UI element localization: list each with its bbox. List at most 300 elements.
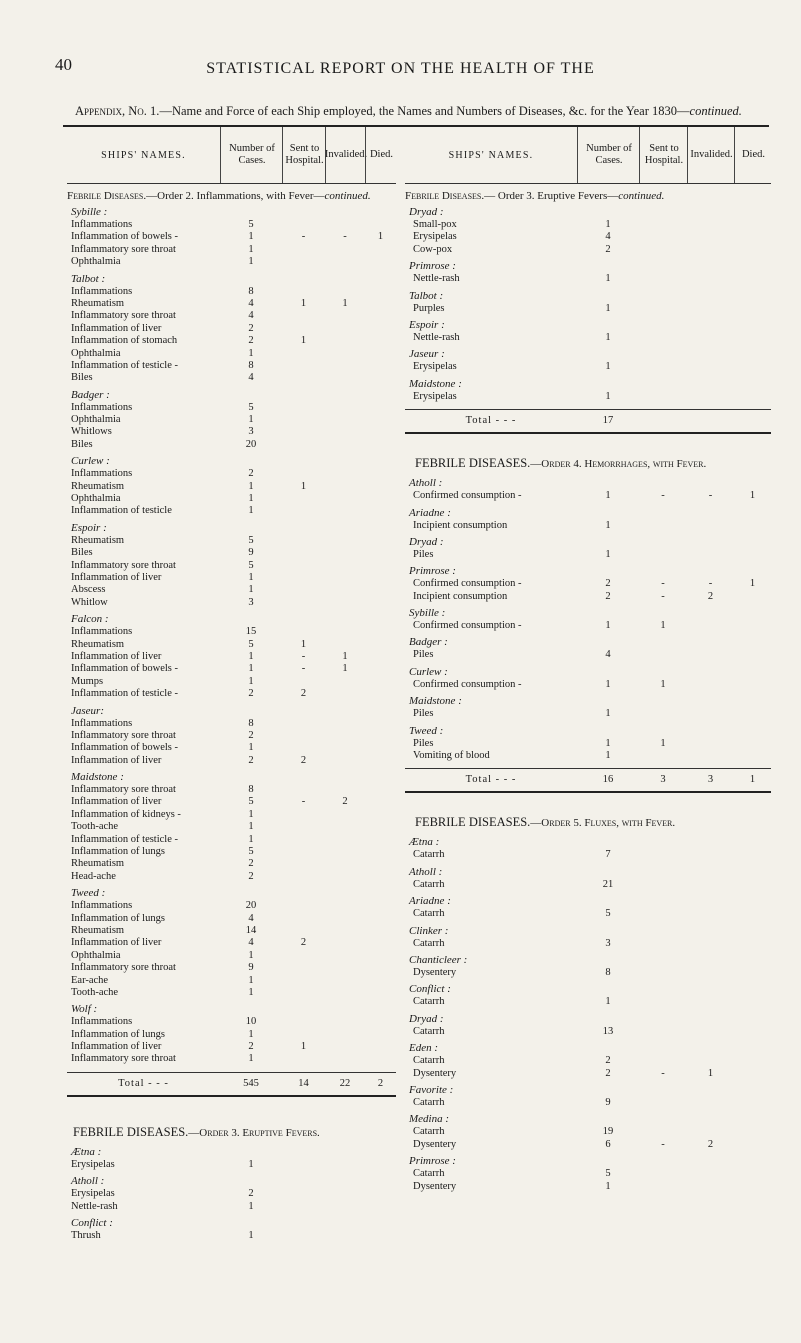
hospital-value: [639, 391, 687, 403]
total-invalided: 22: [339, 1077, 351, 1089]
cases-value: 8: [248, 285, 254, 297]
died-value: [365, 784, 396, 796]
died-value: [365, 597, 396, 609]
disease-name: Ophthalmia: [71, 256, 121, 268]
hospital-value: 1: [300, 480, 307, 492]
disease-name: Inflammation of testicle: [71, 505, 172, 517]
table-row: [67, 950, 396, 962]
header-cases: Number of Cases.: [220, 127, 283, 183]
died-value: [365, 937, 396, 949]
table-row: [405, 708, 771, 720]
died-value: [734, 1168, 771, 1180]
died-value: [365, 219, 396, 231]
total-label: Total - - -: [465, 774, 517, 786]
died-value: [734, 332, 771, 344]
invalided-value: [325, 1029, 365, 1041]
disease-name: Rheumatism: [71, 858, 125, 870]
died-value: [365, 414, 396, 426]
table-row: [67, 846, 396, 858]
right-table-body: [405, 206, 771, 403]
disease-name: Biles: [71, 438, 93, 450]
disease-name: Ophthalmia: [71, 949, 121, 961]
disease-name: Purples: [413, 302, 445, 314]
cases-value: 1: [248, 675, 254, 687]
disease-name: Thrush: [71, 1230, 101, 1242]
table-row: [67, 335, 396, 347]
cases-value: 2: [248, 468, 254, 480]
hospital-value: [639, 244, 687, 256]
died-value: [365, 1016, 396, 1028]
header-invalided: Invalided.: [687, 127, 735, 183]
disease-name: Inflammations: [71, 626, 133, 638]
table-row: [405, 1139, 771, 1151]
table-row: [67, 1159, 396, 1171]
hospital-value: [282, 244, 325, 256]
cases-value: 8: [248, 784, 254, 796]
disease-name: Inflammations: [71, 900, 133, 912]
table-row: [405, 549, 771, 561]
total-label: Total - - -: [118, 1077, 169, 1089]
disease-name: Confirmed consumption -: [413, 620, 522, 632]
invalided-value: [325, 1016, 365, 1028]
ship-name: Talbot :: [409, 289, 444, 302]
ship-name: Dryad :: [409, 1012, 444, 1025]
table-row: [67, 414, 396, 426]
ship-name: Conflict :: [71, 1217, 113, 1230]
hospital-value: [282, 572, 325, 584]
page-header: STATISTICAL REPORT ON THE HEALTH OF THE: [206, 60, 595, 77]
died-value: [365, 962, 396, 974]
hospital-value: [282, 718, 325, 730]
died-value: [365, 439, 396, 451]
invalided-value: [687, 219, 734, 231]
hospital-value: [639, 1097, 687, 1109]
table-row: [67, 560, 396, 572]
cases-value: 2: [248, 870, 254, 882]
disease-name: Inflammatory sore throat: [71, 729, 176, 741]
died-value: [365, 1159, 396, 1171]
table-row: [67, 742, 396, 754]
table-row: [67, 796, 396, 808]
hospital-value: [282, 1029, 325, 1041]
cases-value: 6: [605, 1138, 611, 1150]
table-row: [405, 879, 771, 891]
table-row: [67, 219, 396, 231]
died-value: [365, 298, 396, 310]
invalided-value: [325, 834, 365, 846]
hospital-value: 1: [660, 678, 666, 690]
disease-name: Rheumatism: [71, 638, 125, 650]
table-row: [405, 1181, 771, 1193]
ship-name: Curlew :: [71, 455, 110, 468]
invalided-value: [325, 1230, 365, 1242]
disease-name: Nettle-rash: [413, 273, 460, 285]
hospital-value: -: [301, 796, 306, 808]
cases-value: 1: [248, 650, 254, 662]
invalided-value: [325, 360, 365, 372]
ship-name: Eden :: [409, 1042, 439, 1055]
right-column-headers: [405, 127, 771, 184]
ship-name: Sybille :: [409, 607, 446, 620]
invalided-value: [325, 809, 365, 821]
disease-name: Rheumatism: [71, 297, 125, 309]
table-row: [405, 1068, 771, 1080]
total-hospital: [639, 410, 687, 432]
table-row: [67, 718, 396, 730]
table-row: [67, 439, 396, 451]
disease-name: Erysipelas: [71, 1158, 115, 1170]
table-row: [67, 286, 396, 298]
died-value: [734, 967, 771, 979]
invalided-value: [325, 560, 365, 572]
table-row: [67, 975, 396, 987]
disease-name: Inflammations: [71, 468, 133, 480]
table-row: [67, 372, 396, 384]
table-row: [405, 332, 771, 344]
hospital-value: [282, 925, 325, 937]
invalided-value: 1: [342, 663, 348, 675]
ship-name: Falcon :: [71, 613, 109, 626]
cases-value: 1: [248, 986, 254, 998]
invalided-value: [325, 730, 365, 742]
cases-value: 5: [248, 219, 254, 230]
table-row: [67, 639, 396, 651]
table-row: [67, 481, 396, 493]
disease-name: Rheumatism: [71, 534, 125, 546]
table-row: [67, 584, 396, 596]
invalided-value: 1: [342, 297, 348, 309]
hospital-value: [282, 784, 325, 796]
disease-name: Mumps: [71, 675, 104, 687]
died-value: [365, 360, 396, 372]
ship-name: Badger :: [71, 388, 110, 401]
hospital-value: [282, 505, 325, 517]
hospital-value: -: [661, 578, 665, 590]
section3-order: —Order 5. Fluxes, with Fever.: [530, 817, 676, 830]
hospital-value: [639, 520, 687, 532]
cases-value: 1: [248, 1200, 254, 1212]
table-row: [405, 750, 771, 762]
cases-value: 2: [248, 754, 254, 766]
died-value: [365, 426, 396, 438]
invalided-value: [325, 1041, 365, 1053]
disease-name: Incipient consumption: [413, 519, 508, 531]
header-died: Died.: [365, 127, 397, 183]
table-row: [67, 426, 396, 438]
cases-value: 8: [248, 717, 254, 729]
right-section3-heading: [405, 815, 771, 830]
cases-value: 1: [248, 414, 254, 426]
table-row: [67, 676, 396, 688]
table-row: [405, 490, 771, 502]
table-row: [67, 925, 396, 937]
table-row: [405, 738, 771, 750]
invalided-value: 1: [342, 650, 348, 662]
hospital-value: [282, 1230, 325, 1242]
invalided-value: -: [708, 490, 713, 502]
table-row: [67, 1029, 396, 1041]
invalided-value: 2: [707, 590, 714, 602]
invalided-value: [687, 1168, 734, 1180]
ship-name: Chanticleer :: [409, 953, 468, 966]
table-row: [67, 834, 396, 846]
died-value: [734, 620, 771, 632]
disease-name: Inflammation of liver: [71, 650, 162, 662]
disease-name: Head-ache: [71, 870, 116, 882]
died-value: [365, 846, 396, 858]
cases-value: 20: [245, 438, 257, 450]
table-row: [67, 256, 396, 268]
invalided-value: [325, 1053, 365, 1065]
total-died: 2: [377, 1077, 384, 1089]
cases-value: 1: [605, 302, 611, 314]
disease-name: Inflammation of liver: [71, 571, 162, 583]
table-row: [67, 755, 396, 767]
invalided-value: [325, 784, 365, 796]
invalided-value: [687, 391, 734, 403]
hospital-value: [282, 597, 325, 609]
invalided-value: [687, 244, 734, 256]
hospital-value: 1: [300, 335, 307, 347]
ship-name: Jaseur :: [409, 348, 445, 361]
disease-name: Inflammation of testicle -: [71, 688, 179, 700]
table-row: [67, 360, 396, 372]
invalided-value: [687, 649, 734, 661]
table-row: [67, 505, 396, 517]
disease-name: Confirmed consumption -: [413, 490, 522, 502]
disease-name: Catarrh: [413, 1055, 445, 1067]
hospital-value: [282, 1201, 325, 1213]
invalided-value: [687, 750, 734, 762]
ship-name: Ariadne :: [409, 895, 451, 908]
ship-name: Ætna :: [409, 836, 440, 849]
died-value: 1: [749, 578, 756, 590]
cases-value: 5: [248, 638, 254, 650]
cases-value: 4: [248, 372, 254, 384]
died-value: [734, 1055, 771, 1067]
hospital-value: [282, 821, 325, 833]
hospital-value: -: [661, 1067, 665, 1079]
died-value: [734, 738, 771, 750]
hospital-value: [282, 493, 325, 505]
died-value: [734, 1126, 771, 1138]
table-row: [405, 244, 771, 256]
invalided-value: [325, 975, 365, 987]
died-value: [365, 858, 396, 870]
table-row: [67, 1053, 396, 1065]
cases-value: 1: [248, 1230, 254, 1242]
table-row: [67, 663, 396, 675]
hospital-value: [639, 996, 687, 1008]
total-cases: 17: [602, 415, 614, 427]
hospital-value: [639, 231, 687, 243]
disease-name: Nettle-rash: [413, 331, 460, 343]
invalided-value: [687, 849, 734, 861]
invalided-value: [325, 244, 365, 256]
invalided-value: [687, 231, 734, 243]
cases-value: 1: [248, 974, 254, 986]
cases-value: 9: [248, 962, 254, 974]
table-row: [405, 1126, 771, 1138]
table-row: [67, 1188, 396, 1200]
cases-value: 14: [245, 924, 257, 936]
died-value: [734, 244, 771, 256]
table-row: [405, 967, 771, 979]
hospital-value: [282, 1159, 325, 1171]
died-value: [365, 809, 396, 821]
cases-value: 5: [248, 534, 254, 546]
hospital-value: [282, 742, 325, 754]
died-value: [734, 591, 771, 603]
disease-name: Abscess: [71, 584, 106, 596]
table-row: [405, 303, 771, 315]
disease-name: Inflammation of liver: [71, 322, 162, 334]
disease-name: Inflammatory sore throat: [71, 310, 176, 322]
disease-name: Inflammation of bowels -: [71, 231, 179, 243]
disease-name: Whitlows: [71, 426, 112, 438]
header-invalided: Invalided.: [325, 127, 366, 183]
right-table-body-3: [405, 836, 771, 1192]
hospital-value: [639, 967, 687, 979]
died-value: [365, 925, 396, 937]
invalided-value: [687, 1126, 734, 1138]
invalided-value: [325, 414, 365, 426]
disease-name: Inflammatory sore throat: [71, 784, 176, 796]
hospital-value: -: [661, 590, 665, 602]
hospital-value: [282, 1016, 325, 1028]
section2-title: FEBRILE DISEASES.: [73, 1124, 189, 1139]
ship-name: Curlew :: [409, 665, 448, 678]
ship-name: Primrose :: [409, 565, 456, 578]
disease-name: Whitlow: [71, 596, 108, 608]
died-value: [365, 1188, 396, 1200]
total-invalided: 3: [707, 774, 714, 786]
died-value: [365, 335, 396, 347]
cases-value: 1: [605, 750, 611, 762]
invalided-value: [325, 323, 365, 335]
hospital-value: [282, 900, 325, 912]
disease-name: Inflammation of lungs: [71, 912, 165, 924]
cases-value: 1: [605, 273, 611, 285]
table-row: [67, 547, 396, 559]
hospital-value: 2: [300, 688, 307, 700]
invalided-value: 2: [342, 796, 348, 808]
hospital-value: [282, 310, 325, 322]
died-value: [365, 821, 396, 833]
invalided-value: [687, 879, 734, 891]
disease-name: Inflammations: [71, 285, 133, 297]
appendix-title: [75, 104, 742, 119]
died-value: 1: [749, 490, 756, 502]
hospital-value: [282, 256, 325, 268]
cases-value: 15: [245, 626, 257, 638]
cases-value: 1: [248, 1158, 254, 1170]
invalided-value: [687, 967, 734, 979]
ship-name: Ariadne :: [409, 506, 451, 519]
cases-value: 4: [248, 937, 254, 949]
hospital-value: [639, 219, 687, 231]
ship-name: Tweed :: [71, 887, 106, 900]
hospital-value: 1: [660, 620, 666, 632]
hospital-value: [639, 273, 687, 285]
left-section-heading: [67, 190, 396, 202]
cases-value: 1: [248, 808, 254, 820]
died-value: [365, 950, 396, 962]
table-row: [67, 730, 396, 742]
died-value: [734, 708, 771, 720]
cases-value: 2: [248, 688, 254, 700]
hospital-value: 2: [300, 754, 307, 766]
hospital-value: [282, 426, 325, 438]
header-ships: SHIPS' NAMES.: [101, 149, 186, 161]
cases-value: 1: [248, 821, 254, 833]
disease-name: Biles: [71, 547, 93, 559]
disease-name: Inflammations: [71, 717, 133, 729]
table-row: [405, 1026, 771, 1038]
cases-value: 5: [248, 401, 254, 413]
disease-name: Catarrh: [413, 996, 445, 1008]
ship-name: Espoir :: [71, 521, 107, 534]
died-value: [365, 718, 396, 730]
died-value: [365, 1201, 396, 1213]
hospital-value: [639, 938, 687, 950]
invalided-value: [325, 1188, 365, 1200]
cases-value: 1: [605, 708, 611, 720]
hospital-value: [282, 809, 325, 821]
ship-name: Primrose :: [409, 1155, 456, 1168]
died-value: [734, 649, 771, 661]
right-section2-heading: [405, 456, 771, 471]
disease-name: Erysipelas: [413, 390, 457, 402]
cases-value: 1: [605, 996, 611, 1008]
died-value: [734, 938, 771, 950]
hospital-value: [282, 962, 325, 974]
total-hospital: 3: [660, 774, 666, 786]
section-title: Febrile Diseases.: [405, 190, 485, 202]
disease-name: Inflammation of bowels -: [71, 742, 179, 754]
cases-value: 13: [602, 1025, 614, 1037]
invalided-value: [687, 679, 734, 691]
disease-name: Inflammation of bowels -: [71, 663, 179, 675]
hospital-value: [282, 439, 325, 451]
invalided-value: [687, 549, 734, 561]
appendix-label: Appendix, No. 1.: [75, 104, 160, 118]
hospital-value: [282, 730, 325, 742]
disease-name: Catarrh: [413, 1096, 445, 1108]
died-value: [734, 273, 771, 285]
ship-name: Primrose :: [409, 260, 456, 273]
cases-value: 5: [605, 908, 611, 920]
died-value: [734, 879, 771, 891]
invalided-value: [687, 332, 734, 344]
hospital-value: [282, 834, 325, 846]
cases-value: 1: [248, 833, 254, 845]
cases-value: 1: [248, 663, 254, 675]
cases-value: 1: [248, 949, 254, 961]
invalided-value: [325, 426, 365, 438]
header-cases: Number of Cases.: [577, 127, 640, 183]
table-row: [67, 871, 396, 883]
ship-name: Wolf :: [71, 1003, 98, 1016]
table-row: [67, 937, 396, 949]
hospital-value: [639, 332, 687, 344]
cases-value: 2: [605, 1067, 611, 1079]
hospital-value: [282, 219, 325, 231]
cases-value: 1: [248, 1028, 254, 1040]
right-table-body-2: [405, 477, 771, 762]
total-cases: 545: [243, 1077, 259, 1089]
invalided-value: [687, 708, 734, 720]
